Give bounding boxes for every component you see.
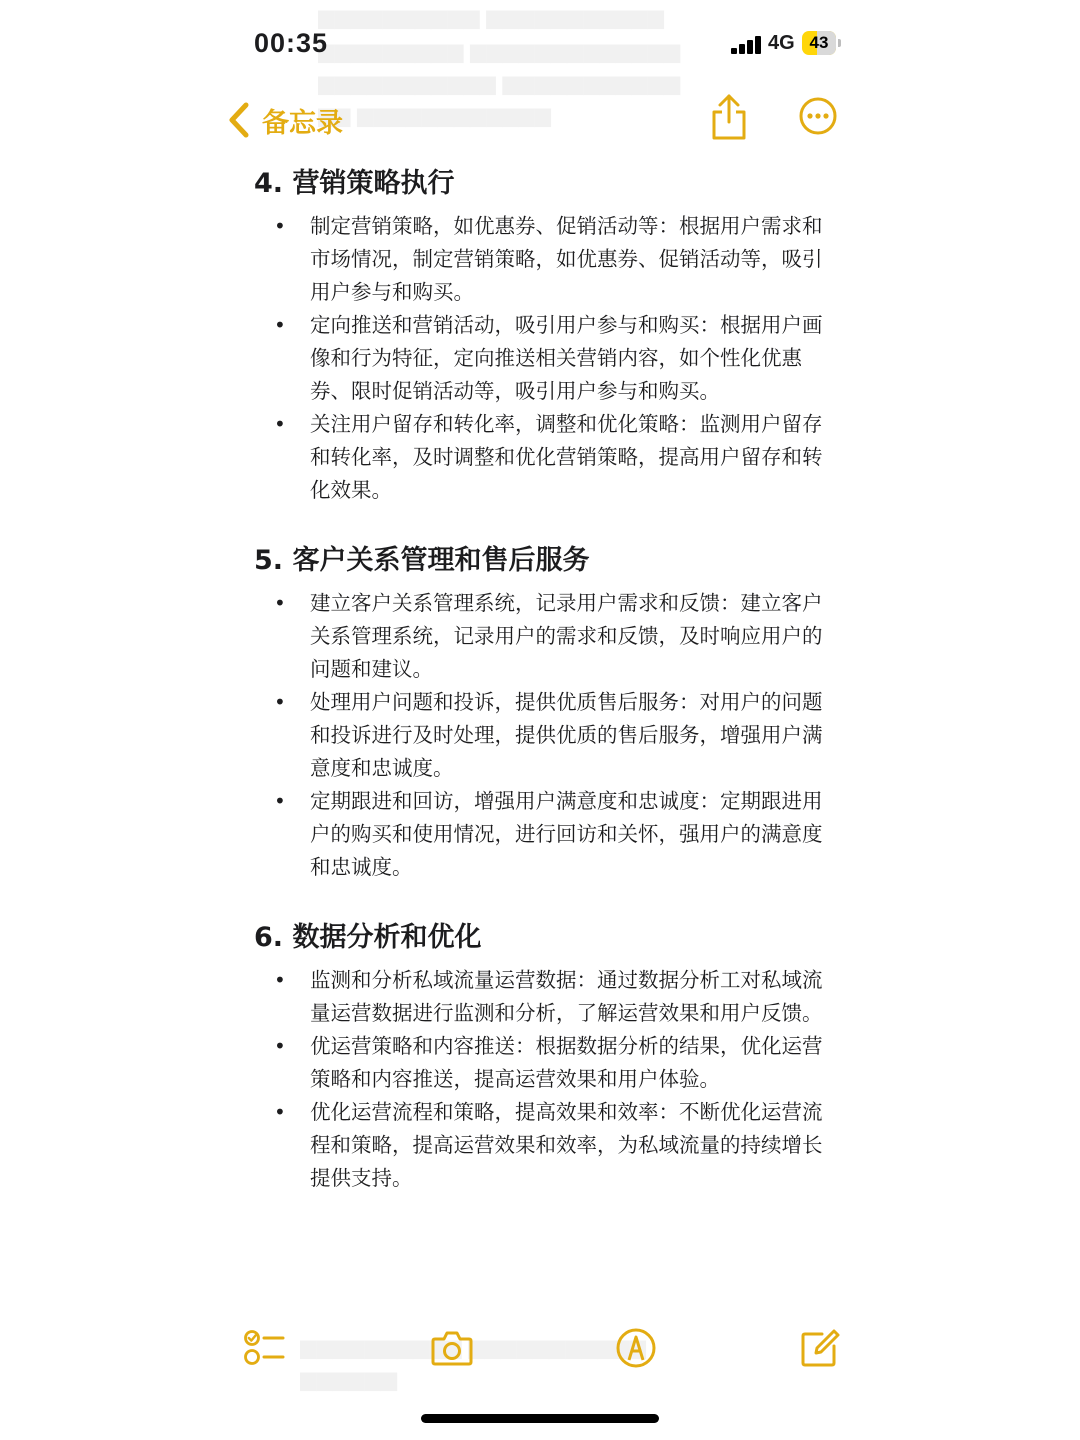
section-heading: 5. 客户关系管理和售后服务 (254, 545, 590, 576)
bullet-dot: • (274, 214, 286, 238)
bullet-dot: • (274, 690, 286, 714)
list-item (254, 1030, 824, 1096)
bullet-list (254, 587, 824, 884)
scrolled-text-line: ▆▆▆▆▆▆▆▆▆ ▆▆▆▆▆▆▆▆▆▆▆▆▆ (318, 39, 680, 63)
compose-icon[interactable] (798, 1326, 842, 1370)
list-item-text: 优化运营流程和策略，提高效果和效率：不断优化运营流程和策略，提高运营效果和效率，为私域流量的持续增长提供支持。 (310, 1100, 823, 1190)
bullet-dot: • (274, 968, 286, 992)
list-item (254, 408, 824, 507)
battery-percent: 43 (809, 33, 829, 52)
list-item-text: 定期跟进和回访，增强用户满意度和忠诚度：定期跟进用户的购买和使用情况，进行回访和关怀，强用户的满意度和忠诚度。 (310, 789, 823, 879)
share-icon[interactable] (708, 92, 750, 142)
list-item (254, 964, 824, 1030)
bullet-list (254, 964, 824, 1195)
list-item (254, 309, 824, 408)
bullet-dot: • (274, 789, 286, 813)
list-item-text: 定向推送和营销活动，吸引用户参与和购买：根据用户画像和行为特征，定向推送相关营销内容，如个性化优惠券、限时促销活动等，吸引用户参与和购买。 (310, 313, 823, 403)
bullet-dot: • (274, 591, 286, 615)
list-item (254, 686, 824, 785)
list-item-text: 制定营销策略，如优惠券、促销活动等：根据用户需求和市场情况，制定营销策略，如优惠券、促销活动等，吸引用户参与和购买。 (310, 214, 823, 304)
list-item-text: 处理用户问题和投诉，提供优质售后服务：对用户的问题和投诉进行及时处理，提供优质的售后服务，增强用户满意度和忠诚度。 (310, 690, 823, 780)
list-item (254, 210, 824, 309)
list-item-text: 关注用户留存和转化率，调整和优化策略：监测用户留存和转化率，及时调整和优化营销策略，提高用户留存和转化效果。 (310, 412, 823, 502)
nav-bar (0, 90, 1080, 146)
chevron-left-icon (226, 100, 252, 140)
status-bar (0, 0, 1080, 90)
back-button[interactable] (226, 96, 343, 144)
markup-pen-icon[interactable] (614, 1326, 658, 1370)
note-body[interactable] (254, 164, 824, 1229)
network-type: 4G (768, 32, 795, 54)
list-item (254, 1096, 824, 1195)
scrolled-text-line: ▆▆ ▆▆▆▆▆▆▆▆▆▆▆▆ (318, 103, 551, 127)
list-item (254, 587, 824, 686)
camera-icon[interactable] (430, 1326, 474, 1370)
list-item-text: 建立客户关系管理系统，记录用户需求和反馈：建立客户关系管理系统，记录用户的需求和反馈，及时响应用户的问题和建议。 (310, 591, 823, 681)
home-indicator[interactable] (421, 1414, 659, 1423)
list-item-text: 监测和分析私域流量运营数据：通过数据分析工对私域流量运营数据进行监测和分析，了解运营效果和用户反馈。 (310, 968, 823, 1025)
bullet-dot: • (274, 1100, 286, 1124)
scrolled-text-line: ▆▆▆▆▆▆▆▆▆▆▆ ▆▆▆▆▆▆▆▆▆▆▆ (318, 71, 680, 95)
scrolled-text-line: ▆▆▆▆▆▆▆▆▆▆ ▆▆▆▆▆▆▆▆▆▆▆ (300, 1335, 646, 1359)
list-item (254, 785, 824, 884)
note-section (254, 541, 824, 884)
bullet-dot: • (274, 313, 286, 337)
status-time: 00:35 (254, 28, 329, 58)
list-item-text: 优运营策略和内容推送：根据数据分析的结果，优化运营策略和内容推送，提高运营效果和用户体验。 (310, 1034, 823, 1091)
checklist-icon[interactable] (243, 1326, 287, 1370)
section-heading: 4. 营销策略执行 (254, 168, 455, 199)
note-section (254, 164, 824, 507)
bullet-dot: • (274, 1034, 286, 1058)
scrolled-text-line: ▆▆▆▆▆▆ (300, 1367, 397, 1391)
note-section (254, 918, 824, 1195)
scrolled-text-line: ▆▆▆▆▆▆▆▆▆▆ ▆▆▆▆▆▆▆▆▆▆▆ (318, 5, 664, 29)
section-heading: 6. 数据分析和优化 (254, 922, 482, 953)
battery-icon (802, 31, 842, 55)
bullet-dot: • (274, 412, 286, 436)
bottom-toolbar (0, 1318, 1080, 1378)
cellular-signal-icon (731, 36, 763, 54)
back-label: 备忘录 (262, 107, 343, 139)
battery-cap (838, 39, 841, 47)
bullet-list (254, 210, 824, 507)
ellipsis-circle-icon[interactable] (798, 96, 838, 136)
